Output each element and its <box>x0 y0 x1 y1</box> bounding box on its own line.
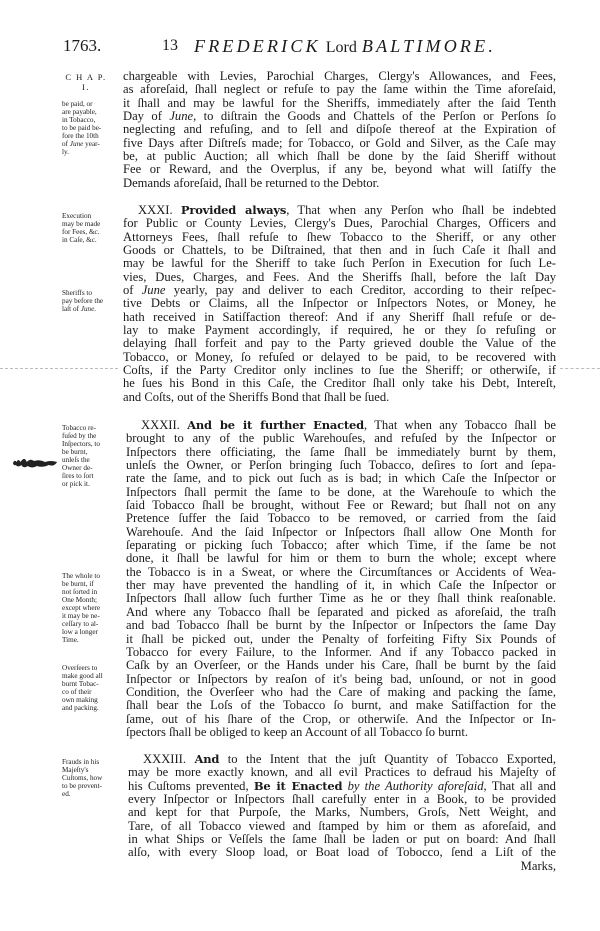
section-paragraph <box>123 204 556 404</box>
text-line: rate the ſame, and to pick out ſuch as is bad; in which Caſe the Inſpector or <box>126 471 556 486</box>
marginal-note-line: fuſed by the <box>62 432 97 440</box>
marginal-note-line: co of their <box>62 688 92 696</box>
marginal-note-line: The whole to <box>62 572 100 580</box>
text-line: Goods or Chattels, to be Diſtrained, that then and in ſuch Caſe it ſhall and <box>123 243 556 258</box>
italic-text: June <box>69 140 84 148</box>
text-segment: yearly, pay and deliver to each Creditor, according to their reſpec- <box>165 283 556 298</box>
title-baltimore: BALTIMORE. <box>361 36 497 56</box>
marginal-note-line: Execution <box>62 212 92 220</box>
marginal-note-line: be burnt, <box>62 448 88 456</box>
marginal-note-line: or pick it. <box>62 480 90 488</box>
marginal-note <box>62 572 120 644</box>
text-line: ſpectors ſhall be obliged to keep an Account of all Tobacco ſo burnt. <box>126 724 468 739</box>
text-line: Demands aforeſaid, ſhall be returned to the Debtor. <box>123 175 380 190</box>
text-line: ſame, out of his ſhare of the Crop, or otherwiſe. And the Inſpector or In- <box>126 711 556 726</box>
text-line: Inſpectors ſhall allow ſuch further Time as he or they ſhall think reaſonable. <box>126 591 556 606</box>
text-segment: of <box>62 140 70 148</box>
text-line: every Inſpector or Inſpectors ſhall carefully enter in a Book, to be provided <box>128 792 556 807</box>
text-line: for Public or County Levies, Clergy's Dues, Parochial Charges, Officers and <box>123 216 556 231</box>
section-paragraph <box>128 753 556 873</box>
marginal-note-line <box>62 305 120 313</box>
marginal-note-line: One Month; <box>62 596 97 604</box>
text-line <box>126 419 556 432</box>
marginal-note-line: except where <box>62 604 101 612</box>
text-segment: Day of <box>123 109 170 124</box>
section-paragraph <box>126 419 556 739</box>
text-line: Inſpectors ſhall permit the ſame to be done, at the Warehouſe to which the <box>126 484 556 499</box>
marginal-note-line: unleſs the <box>62 456 90 464</box>
text-line <box>128 753 556 766</box>
text-segment: of <box>123 283 142 298</box>
marginal-note-line: Owner de- <box>62 464 93 472</box>
chapter-marker <box>62 72 110 92</box>
text-segment: XXXI. <box>138 203 181 217</box>
text-segment: laſt of <box>62 305 81 313</box>
italic-text: June <box>141 283 166 298</box>
marginal-note-line: low a longer <box>62 628 98 636</box>
text-line: Fee or Reward, and the Overplus, if any be, beyond what will ſatiſfy the <box>123 162 556 177</box>
text-line: ſaid Tobacco ſhall be brought, without Fee or Reward; but ſhall not on any <box>126 498 556 513</box>
text-line: chargeable with Levies, Parochial Charges, Clergy's Allowances, and Fees, <box>123 69 556 83</box>
marginal-note <box>62 664 120 712</box>
marginal-note-line: be paid, or <box>62 100 93 108</box>
page-number: 13 <box>162 37 178 54</box>
text-line: done, it ſhall be lawful for him or them to burn the whole; except where <box>126 551 556 566</box>
marginal-note <box>62 758 120 798</box>
marginal-note-line: in Caſe, &c. <box>62 236 97 244</box>
text-line: Pretence ſuffer the ſaid Tobacco to be removed, or carried from the ſaid <box>126 511 556 526</box>
marginal-note-line: Sheriffs to <box>62 289 93 297</box>
italic-text: by the Authority aforeſaid, <box>342 778 487 793</box>
text-line: may be more exactly known, and all evil Practices to defraud his Majeſty of <box>128 765 556 780</box>
text-segment: his Cuſtoms prevented, <box>128 778 254 793</box>
marginal-note-line: burnt Tobac- <box>62 680 99 688</box>
text-line: may be lawful for the Sheriff to take ſuch Perſon in Execution for ſuch Le- <box>123 256 556 271</box>
text-line: ther may have prevented the handling of it, in which Caſe the Inſpector or <box>126 578 556 593</box>
italic-text: June. <box>80 305 97 313</box>
marginal-note-line: Cuſtoms, how <box>62 774 103 782</box>
marginal-note-line: Frauds in his <box>62 758 100 766</box>
text-line: it ſhall and may be lawful for the Sheriffs, immediately after the ſaid Tenth <box>123 95 556 110</box>
marginal-note <box>62 212 120 244</box>
marginal-note-line: for Fees, &c. <box>62 228 100 236</box>
marginal-note <box>62 100 120 156</box>
text-line: ſhall bear the Loſs of the Tobacco ſo burnt, and make Satiſfaction for the <box>126 698 556 713</box>
page-year: 1763. <box>63 36 102 55</box>
blackletter-text: Be it Enacted <box>253 778 343 793</box>
marginal-note-line: fore the 10th <box>62 132 99 140</box>
text-line: Tobacco for every Failure, to the Informer. And if any Tobacco packed in <box>126 644 556 659</box>
title-frederick: FREDERICK <box>194 36 321 56</box>
text-line <box>123 204 556 217</box>
text-segment: XXXII. <box>141 418 188 432</box>
text-line: as aforeſaid, ſhall neglect or refuſe to pay the ſame within the Time aforeſaid, <box>123 82 556 97</box>
marginal-note-line: ceſſary to al- <box>62 620 99 628</box>
text-segment: , That when any Perſon who ſhall be indebted <box>286 203 556 217</box>
marginal-note-line: ed. <box>62 790 71 798</box>
marginal-note-line: in Tobacco, <box>62 116 96 124</box>
text-segment: XXXIII. <box>143 752 195 766</box>
text-line: And where any Tobacco ſhall be ſeparated and picked as aforeſaid, the traſh <box>126 604 556 619</box>
chapter-label: C H A P. <box>65 72 107 82</box>
text-line: vies, Dues, Charges, and Fees. And the Sheriffs ſhall, before the laſt Day <box>123 269 556 284</box>
running-title <box>194 36 496 58</box>
marginal-note-line: Tobacco re- <box>62 424 97 432</box>
blackletter-text: And be it further Enacted <box>187 418 364 432</box>
text-line: Warehouſe. And the ſaid Inſpector or Inſpectors ſhall allow One Month for <box>126 524 556 539</box>
ink-blot <box>12 456 58 470</box>
text-line: tive Debts or Claims, all the Inſpector or Inſpectors Notes, or Money, he <box>123 296 556 311</box>
scan-artifact-line <box>560 368 600 369</box>
text-line: Inſpector or Inſpectors by reaſon of it's being bad, unſound, or not in good <box>126 671 556 686</box>
text-line <box>128 780 556 793</box>
text-line: hath received in Satiſfaction thereof: And if any Sheriff ſhall refuſe or de- <box>123 309 556 324</box>
marginal-note-line: not ſorted in <box>62 588 98 596</box>
marginal-note-line: make good all <box>62 672 103 680</box>
marginal-note-line: Time. <box>62 636 79 644</box>
text-line: delaying ſhall forfeit and pay to the Party grieved double the Value of the <box>123 336 556 351</box>
text-segment: , That when any Tobacco ſhall be <box>363 418 556 432</box>
paragraph-continued <box>123 70 556 190</box>
text-line: brought to any of the public Warehouſes, and refuſed by the Inſpector or <box>126 431 556 446</box>
marginal-note <box>62 289 120 313</box>
marginal-note-line: to be prevent- <box>62 782 102 790</box>
blackletter-text: And <box>194 752 220 766</box>
text-line: Coſts, if the Party Creditor only inclines to ſue the Sheriff; or otherwiſe, if <box>123 363 556 378</box>
marginal-note-line <box>62 140 120 148</box>
marginal-note-line: it may be ne- <box>62 612 100 620</box>
text-line: Inſpectors there officiating, the ſame ſhall be immediately burnt by them, <box>126 444 556 459</box>
catchword: Marks, <box>520 858 556 873</box>
text-line <box>123 110 556 123</box>
text-segment: That all and <box>486 778 556 793</box>
marginal-note-line: own making <box>62 696 98 704</box>
text-line: in what Ships or Veſſels the ſame ſhall be laden or put on board: And ſhall <box>128 832 556 847</box>
text-line: and bad Tobacco ſhall be burnt by the Inſpector or Inſpectors the ſame Day <box>126 618 556 633</box>
marginal-note-line: Overſeers to <box>62 664 98 672</box>
text-line: Caſk by an Overſeer, or the Hands under his Care, ſhall be burnt by the ſaid <box>126 658 556 673</box>
text-line: lay to make Payment accordingly, if required, he or they ſo refuſing or <box>123 323 556 338</box>
marginal-note-line: Majeſty's <box>62 766 89 774</box>
title-lord: Lord <box>325 39 357 56</box>
text-line: ſeparating or picking ſuch Tobacco; after which Time, if the ſame be not <box>126 538 556 553</box>
text-line: Tare, of all Tobacco viewed and ſtamped by him or them as aforeſaid, and <box>128 818 556 833</box>
marginal-note-line: be burnt, if <box>62 580 94 588</box>
text-line: and Coſts, out of the Sheriffs Bond that ſhall be ſued. <box>123 389 390 404</box>
chapter-number: I. <box>82 82 90 92</box>
text-line: and kept for that Purpoſe, the Marks, Numbers, Groſs, Nett Weight, and <box>128 805 556 820</box>
marginal-note-line: to be paid be- <box>62 124 102 132</box>
text-line: unleſs the Owner, or Perſon bringing ſuch Tobacco, deſires to ſort and ſepa- <box>126 458 556 473</box>
text-line <box>123 284 556 297</box>
text-line: be, at public Auction; all which ſhall be done by the ſaid Sheriff without <box>123 149 556 164</box>
text-line: Attorneys Fees, ſhall refuſe to ſhew Tobacco to the Sheriff, or any other <box>123 229 556 244</box>
text-segment: year- <box>83 140 100 148</box>
marginal-note-line: are payable, <box>62 108 97 116</box>
marginal-note-line: may be made <box>62 220 101 228</box>
text-line: it ſhall be picked out, under the Penalty of forfeiting Fifty Six Pounds of <box>126 631 556 646</box>
text-line: alſo, with every Sloop load, or Boat load of Tobocco, ſend a Liſt of the <box>128 845 556 860</box>
text-line: neglecting and refuſing, and to ſell and diſpoſe thereof at the Expiration of <box>123 122 556 137</box>
marginal-note-line: and packing. <box>62 704 99 712</box>
marginal-note-line: ly. <box>62 148 69 156</box>
marginal-note-line: Inſpectors, to <box>62 440 100 448</box>
marginal-note <box>62 424 120 488</box>
text-segment: , to diſtrain the Goods and Chattels of the Perſon or Perſons ſo <box>193 109 556 124</box>
italic-text: June <box>169 109 194 124</box>
text-line: he ſues his Bond in this Caſe, the Creditor ſhall only take his Debt, Intereſt, <box>123 376 556 391</box>
text-line: the Tobacco is in a Sweat, or where the Circumſtances or Accidents of Wea- <box>126 564 556 579</box>
blackletter-text: Provided always <box>180 203 287 217</box>
scan-artifact-line <box>0 368 118 369</box>
marginal-note-line: pay before the <box>62 297 104 305</box>
text-line: five Days after Diſtreſs made; for Tobacco, or Gold and Silver, as the Caſe may <box>123 135 556 150</box>
text-segment: to the Intent that the juſt Quantity of Tobacco Exported, <box>219 752 556 766</box>
text-line: Tobacco, or Money, ſo refuſed or delayed to be paid, to be recovered with <box>123 349 556 364</box>
marginal-note-line: ſires to ſort <box>62 472 94 480</box>
text-line: Condition, the Overſeer who had the Care of making and packing the ſame, <box>126 684 556 699</box>
